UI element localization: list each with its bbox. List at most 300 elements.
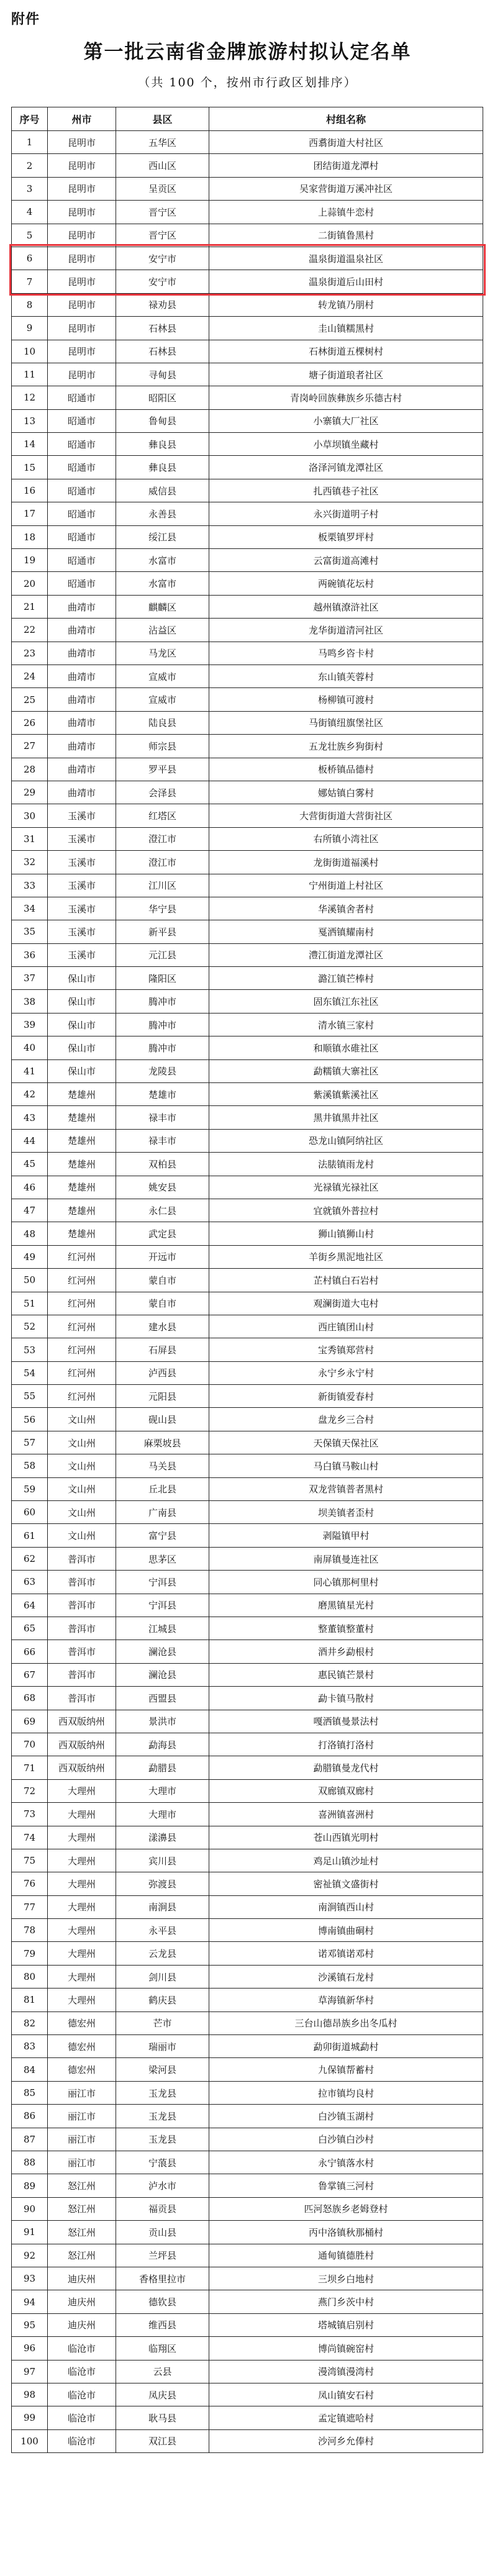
table-row (12, 1454, 483, 1477)
table-row (12, 1826, 483, 1849)
row-index: 87 (12, 2128, 48, 2151)
row-index: 57 (12, 1431, 48, 1454)
row-village: 吴家营街道万溪冲社区 (209, 177, 483, 200)
table-row (12, 804, 483, 827)
row-index: 11 (12, 363, 48, 386)
table-body (12, 131, 483, 2453)
row-county: 兰坪县 (116, 2244, 209, 2267)
row-county: 威信县 (116, 479, 209, 502)
row-village: 大营街街道大营街社区 (209, 804, 483, 827)
row-index: 93 (12, 2267, 48, 2290)
row-village: 越州镇潦浒社区 (209, 595, 483, 618)
row-prefecture: 玉溪市 (48, 920, 116, 943)
row-county: 安宁市 (116, 247, 209, 270)
table-row (12, 1849, 483, 1872)
row-county: 大理市 (116, 1779, 209, 1802)
row-county: 永平县 (116, 1919, 209, 1942)
row-index: 62 (12, 1547, 48, 1570)
row-index: 66 (12, 1640, 48, 1663)
table-row (12, 293, 483, 316)
row-prefecture: 丽江市 (48, 2081, 116, 2104)
row-county: 彝良县 (116, 456, 209, 479)
table-row (12, 2406, 483, 2429)
column-header-county: 县区 (116, 107, 209, 131)
row-prefecture: 昆明市 (48, 201, 116, 224)
row-county: 云县 (116, 2360, 209, 2383)
row-county: 彝良县 (116, 433, 209, 456)
row-county: 会泽县 (116, 781, 209, 804)
row-village: 狮山镇狮山村 (209, 1222, 483, 1245)
row-prefecture: 昆明市 (48, 363, 116, 386)
table-row (12, 758, 483, 781)
row-village: 坝美镇者歪村 (209, 1501, 483, 1524)
row-county: 宾川县 (116, 1849, 209, 1872)
table-row (12, 851, 483, 874)
table-row (12, 270, 483, 293)
row-index: 67 (12, 1663, 48, 1686)
table-row (12, 1059, 483, 1082)
table-row (12, 1477, 483, 1500)
row-county: 宁洱县 (116, 1594, 209, 1617)
row-index: 76 (12, 1872, 48, 1895)
table-row (12, 943, 483, 966)
row-county: 呈贡区 (116, 177, 209, 200)
row-village: 芷村镇白石岩村 (209, 1269, 483, 1292)
row-village: 嘎洒镇曼景法村 (209, 1710, 483, 1733)
table-row (12, 525, 483, 548)
row-prefecture: 文山州 (48, 1501, 116, 1524)
row-prefecture: 保山市 (48, 967, 116, 990)
row-prefecture: 曲靖市 (48, 711, 116, 734)
table-row (12, 2105, 483, 2128)
row-village: 同心镇那柯里村 (209, 1571, 483, 1594)
row-village: 紫溪镇紫溪社区 (209, 1083, 483, 1106)
row-county: 凤庆县 (116, 2383, 209, 2406)
row-index: 36 (12, 943, 48, 966)
row-village: 酒井乡勐根村 (209, 1640, 483, 1663)
row-prefecture: 保山市 (48, 1036, 116, 1059)
row-index: 72 (12, 1779, 48, 1802)
table-row (12, 1919, 483, 1942)
row-prefecture: 曲靖市 (48, 619, 116, 642)
row-index: 84 (12, 2058, 48, 2081)
row-village: 天保镇天保社区 (209, 1431, 483, 1454)
row-prefecture: 迪庆州 (48, 2290, 116, 2313)
table-row (12, 1547, 483, 1570)
row-village: 龙街街道福溪村 (209, 851, 483, 874)
table-row (12, 1315, 483, 1338)
row-prefecture: 昆明市 (48, 293, 116, 316)
table-row (12, 619, 483, 642)
table-row (12, 131, 483, 154)
row-county: 五华区 (116, 131, 209, 154)
table-row (12, 409, 483, 432)
row-prefecture: 楚雄州 (48, 1153, 116, 1176)
row-county: 隆阳区 (116, 967, 209, 990)
row-prefecture: 昆明市 (48, 270, 116, 293)
row-county: 鹤庆县 (116, 1989, 209, 2011)
row-county: 开远市 (116, 1245, 209, 1268)
village-list-table (11, 107, 483, 2453)
table-row (12, 2290, 483, 2313)
row-county: 玉龙县 (116, 2105, 209, 2128)
row-prefecture: 昆明市 (48, 317, 116, 340)
page-subtitle: （共 100 个，按州市行政区划排序） (138, 76, 357, 89)
row-index: 4 (12, 201, 48, 224)
table-row (12, 1524, 483, 1547)
row-prefecture: 大理州 (48, 1919, 116, 1942)
table-header-row (12, 107, 483, 131)
table-row (12, 688, 483, 711)
row-index: 82 (12, 2011, 48, 2034)
column-header-prefecture: 州市 (48, 107, 116, 131)
row-prefecture: 曲靖市 (48, 758, 116, 781)
row-county: 梁河县 (116, 2058, 209, 2081)
row-prefecture: 红河州 (48, 1385, 116, 1408)
table-row (12, 1965, 483, 1988)
row-village: 西翥街道大村社区 (209, 131, 483, 154)
row-index: 60 (12, 1501, 48, 1524)
row-county: 香格里拉市 (116, 2267, 209, 2290)
row-index: 48 (12, 1222, 48, 1245)
row-village: 新街镇爱春村 (209, 1385, 483, 1408)
row-village: 青岗岭回族彝族乡乐德古村 (209, 386, 483, 409)
table-row (12, 340, 483, 363)
row-index: 24 (12, 664, 48, 687)
row-prefecture: 西双版纳州 (48, 1710, 116, 1733)
table-row (12, 874, 483, 897)
table-row (12, 1036, 483, 1059)
row-prefecture: 大理州 (48, 1942, 116, 1965)
row-index: 77 (12, 1895, 48, 1918)
row-village: 塔城镇启别村 (209, 2313, 483, 2336)
table-row (12, 1222, 483, 1245)
row-village: 苍山西镇光明村 (209, 1826, 483, 1849)
row-county: 禄丰市 (116, 1129, 209, 1152)
table-row (12, 456, 483, 479)
table-row (12, 967, 483, 990)
row-prefecture: 曲靖市 (48, 781, 116, 804)
row-county: 永仁县 (116, 1199, 209, 1222)
row-index: 89 (12, 2174, 48, 2197)
row-village: 磨黑镇星光村 (209, 1594, 483, 1617)
row-index: 91 (12, 2221, 48, 2244)
row-village: 宜就镇外普拉村 (209, 1199, 483, 1222)
row-county: 勐腊县 (116, 1756, 209, 1779)
row-county: 澜沧县 (116, 1663, 209, 1686)
row-prefecture: 德宏州 (48, 2035, 116, 2058)
row-village: 永宁镇落水村 (209, 2151, 483, 2174)
row-prefecture: 红河州 (48, 1315, 116, 1338)
row-prefecture: 大理州 (48, 1803, 116, 1826)
table-row (12, 1013, 483, 1036)
table-row (12, 1989, 483, 2011)
row-village: 鸡足山镇沙址村 (209, 1849, 483, 1872)
table-row (12, 2128, 483, 2151)
row-county: 龙陵县 (116, 1059, 209, 1082)
row-county: 红塔区 (116, 804, 209, 827)
row-index: 80 (12, 1965, 48, 1988)
row-prefecture: 保山市 (48, 1013, 116, 1036)
table-row (12, 1733, 483, 1756)
row-index: 58 (12, 1454, 48, 1477)
row-county: 石林县 (116, 340, 209, 363)
row-index: 39 (12, 1013, 48, 1036)
table-row (12, 1083, 483, 1106)
row-village: 匹河怒族乡老姆登村 (209, 2197, 483, 2220)
row-prefecture: 玉溪市 (48, 943, 116, 966)
row-prefecture: 临沧市 (48, 2406, 116, 2429)
row-prefecture: 文山州 (48, 1408, 116, 1431)
row-index: 3 (12, 177, 48, 200)
row-village: 温泉街道后山田村 (209, 270, 483, 293)
row-county: 双柏县 (116, 1153, 209, 1176)
row-county: 德钦县 (116, 2290, 209, 2313)
row-prefecture: 德宏州 (48, 2011, 116, 2034)
row-village: 东山镇芙蓉村 (209, 664, 483, 687)
row-prefecture: 昭通市 (48, 502, 116, 525)
row-index: 53 (12, 1338, 48, 1361)
row-county: 西盟县 (116, 1687, 209, 1710)
row-village: 永兴街道明子村 (209, 502, 483, 525)
row-prefecture: 大理州 (48, 1872, 116, 1895)
row-prefecture: 红河州 (48, 1361, 116, 1384)
row-index: 98 (12, 2383, 48, 2406)
table-row (12, 2058, 483, 2081)
row-county: 宣威市 (116, 688, 209, 711)
row-village: 凤山镇安石村 (209, 2383, 483, 2406)
table-row (12, 920, 483, 943)
table-row (12, 1942, 483, 1965)
row-prefecture: 曲靖市 (48, 642, 116, 664)
row-county: 江城县 (116, 1617, 209, 1640)
row-index: 22 (12, 619, 48, 642)
row-index: 85 (12, 2081, 48, 2104)
row-village: 草海镇新华村 (209, 1989, 483, 2011)
row-prefecture: 保山市 (48, 1059, 116, 1082)
row-village: 二街镇鲁黑村 (209, 224, 483, 247)
row-prefecture: 楚雄州 (48, 1222, 116, 1245)
row-county: 新平县 (116, 920, 209, 943)
row-prefecture: 普洱市 (48, 1640, 116, 1663)
row-prefecture: 昭通市 (48, 456, 116, 479)
row-index: 74 (12, 1826, 48, 1849)
row-index: 96 (12, 2337, 48, 2360)
row-prefecture: 曲靖市 (48, 595, 116, 618)
row-index: 14 (12, 433, 48, 456)
row-prefecture: 曲靖市 (48, 735, 116, 758)
table-row (12, 1756, 483, 1779)
row-county: 思茅区 (116, 1547, 209, 1570)
row-prefecture: 玉溪市 (48, 874, 116, 897)
table-row (12, 317, 483, 340)
row-county: 泸水市 (116, 2174, 209, 2197)
row-index: 78 (12, 1919, 48, 1942)
row-index: 73 (12, 1803, 48, 1826)
row-prefecture: 怒江州 (48, 2174, 116, 2197)
row-index: 18 (12, 525, 48, 548)
table-row (12, 735, 483, 758)
table-row (12, 363, 483, 386)
table-row (12, 1245, 483, 1268)
row-index: 68 (12, 1687, 48, 1710)
row-county: 富宁县 (116, 1524, 209, 1547)
row-county: 泸西县 (116, 1361, 209, 1384)
row-index: 27 (12, 735, 48, 758)
row-prefecture: 昭通市 (48, 433, 116, 456)
row-index: 7 (12, 270, 48, 293)
row-index: 40 (12, 1036, 48, 1059)
table-row (12, 642, 483, 664)
row-county: 澄江市 (116, 827, 209, 850)
row-county: 麻栗坡县 (116, 1431, 209, 1454)
table-row (12, 433, 483, 456)
row-index: 16 (12, 479, 48, 502)
table-row (12, 1687, 483, 1710)
row-county: 江川区 (116, 874, 209, 897)
row-county: 石屏县 (116, 1338, 209, 1361)
row-index: 86 (12, 2105, 48, 2128)
row-index: 90 (12, 2197, 48, 2220)
table-row (12, 2337, 483, 2360)
table-row (12, 1292, 483, 1315)
row-prefecture: 玉溪市 (48, 897, 116, 920)
row-index: 13 (12, 409, 48, 432)
row-county: 腾冲市 (116, 1036, 209, 1059)
row-village: 沙河乡允俸村 (209, 2429, 483, 2452)
row-prefecture: 昭通市 (48, 572, 116, 595)
table-row (12, 1501, 483, 1524)
row-index: 44 (12, 1129, 48, 1152)
table-row (12, 201, 483, 224)
row-prefecture: 怒江州 (48, 2197, 116, 2220)
page-title: 第一批云南省金牌旅游村拟认定名单 (83, 41, 412, 63)
row-county: 麒麟区 (116, 595, 209, 618)
row-prefecture: 丽江市 (48, 2105, 116, 2128)
row-prefecture: 昆明市 (48, 131, 116, 154)
row-index: 23 (12, 642, 48, 664)
row-village: 温泉街道温泉社区 (209, 247, 483, 270)
table-row (12, 1269, 483, 1292)
row-county: 建水县 (116, 1315, 209, 1338)
row-index: 33 (12, 874, 48, 897)
row-county: 双江县 (116, 2429, 209, 2452)
row-prefecture: 楚雄州 (48, 1176, 116, 1199)
row-prefecture: 大理州 (48, 1849, 116, 1872)
row-village: 马街镇纽旗堡社区 (209, 711, 483, 734)
row-village: 喜洲镇喜洲村 (209, 1803, 483, 1826)
table-row (12, 2151, 483, 2174)
row-index: 100 (12, 2429, 48, 2452)
row-county: 玉龙县 (116, 2128, 209, 2151)
row-index: 95 (12, 2313, 48, 2336)
row-county: 澄江市 (116, 851, 209, 874)
row-prefecture: 大理州 (48, 1826, 116, 1849)
row-index: 31 (12, 827, 48, 850)
row-village: 娜姑镇白雾村 (209, 781, 483, 804)
row-prefecture: 昭通市 (48, 479, 116, 502)
table-row (12, 1617, 483, 1640)
table-row (12, 2267, 483, 2290)
row-village: 观澜街道大屯村 (209, 1292, 483, 1315)
row-index: 50 (12, 1269, 48, 1292)
row-prefecture: 曲靖市 (48, 688, 116, 711)
row-index: 38 (12, 990, 48, 1013)
row-village: 扎西镇巷子社区 (209, 479, 483, 502)
row-county: 南涧县 (116, 1895, 209, 1918)
row-village: 洛泽河镇龙潭社区 (209, 456, 483, 479)
row-prefecture: 昭通市 (48, 549, 116, 572)
row-index: 6 (12, 247, 48, 270)
row-prefecture: 昆明市 (48, 340, 116, 363)
row-village: 马鸣乡咨卡村 (209, 642, 483, 664)
row-village: 和顺镇水碓社区 (209, 1036, 483, 1059)
table-row (12, 1640, 483, 1663)
row-index: 46 (12, 1176, 48, 1199)
row-prefecture: 文山州 (48, 1431, 116, 1454)
row-index: 69 (12, 1710, 48, 1733)
row-county: 腾冲市 (116, 990, 209, 1013)
row-prefecture: 红河州 (48, 1269, 116, 1292)
row-index: 20 (12, 572, 48, 595)
row-prefecture: 红河州 (48, 1292, 116, 1315)
row-prefecture: 迪庆州 (48, 2313, 116, 2336)
row-county: 晋宁区 (116, 201, 209, 224)
table-row (12, 1571, 483, 1594)
row-village: 杨柳镇可渡村 (209, 688, 483, 711)
row-village: 打洛镇打洛村 (209, 1733, 483, 1756)
row-prefecture: 玉溪市 (48, 851, 116, 874)
table-row (12, 154, 483, 177)
row-index: 51 (12, 1292, 48, 1315)
row-village: 丙中洛镇秋那桶村 (209, 2221, 483, 2244)
row-prefecture: 玉溪市 (48, 804, 116, 827)
row-village: 南涧镇西山村 (209, 1895, 483, 1918)
table-row (12, 595, 483, 618)
row-prefecture: 大理州 (48, 1989, 116, 2011)
row-index: 81 (12, 1989, 48, 2011)
row-county: 昭阳区 (116, 386, 209, 409)
table-row (12, 2244, 483, 2267)
row-prefecture: 西双版纳州 (48, 1733, 116, 1756)
row-prefecture: 大理州 (48, 1965, 116, 1988)
row-village: 法脿镇雨龙村 (209, 1153, 483, 1176)
row-index: 19 (12, 549, 48, 572)
row-prefecture: 丽江市 (48, 2128, 116, 2151)
row-village: 右所镇小湾社区 (209, 827, 483, 850)
row-index: 43 (12, 1106, 48, 1129)
row-village: 剥隘镇甲村 (209, 1524, 483, 1547)
row-index: 94 (12, 2290, 48, 2313)
row-county: 砚山县 (116, 1408, 209, 1431)
table-row (12, 2383, 483, 2406)
row-prefecture: 怒江州 (48, 2221, 116, 2244)
row-village: 漫湾镇漫湾村 (209, 2360, 483, 2383)
row-village: 圭山镇糯黑村 (209, 317, 483, 340)
row-county: 玉龙县 (116, 2081, 209, 2104)
row-village: 勐糯镇大寨社区 (209, 1059, 483, 1082)
row-county: 临翔区 (116, 2337, 209, 2360)
table-row (12, 2081, 483, 2104)
row-village: 白沙镇玉湖村 (209, 2105, 483, 2128)
row-prefecture: 保山市 (48, 990, 116, 1013)
table-row (12, 1779, 483, 1802)
row-index: 99 (12, 2406, 48, 2429)
row-county: 澜沧县 (116, 1640, 209, 1663)
row-prefecture: 红河州 (48, 1338, 116, 1361)
row-index: 25 (12, 688, 48, 711)
table-row (12, 247, 483, 270)
